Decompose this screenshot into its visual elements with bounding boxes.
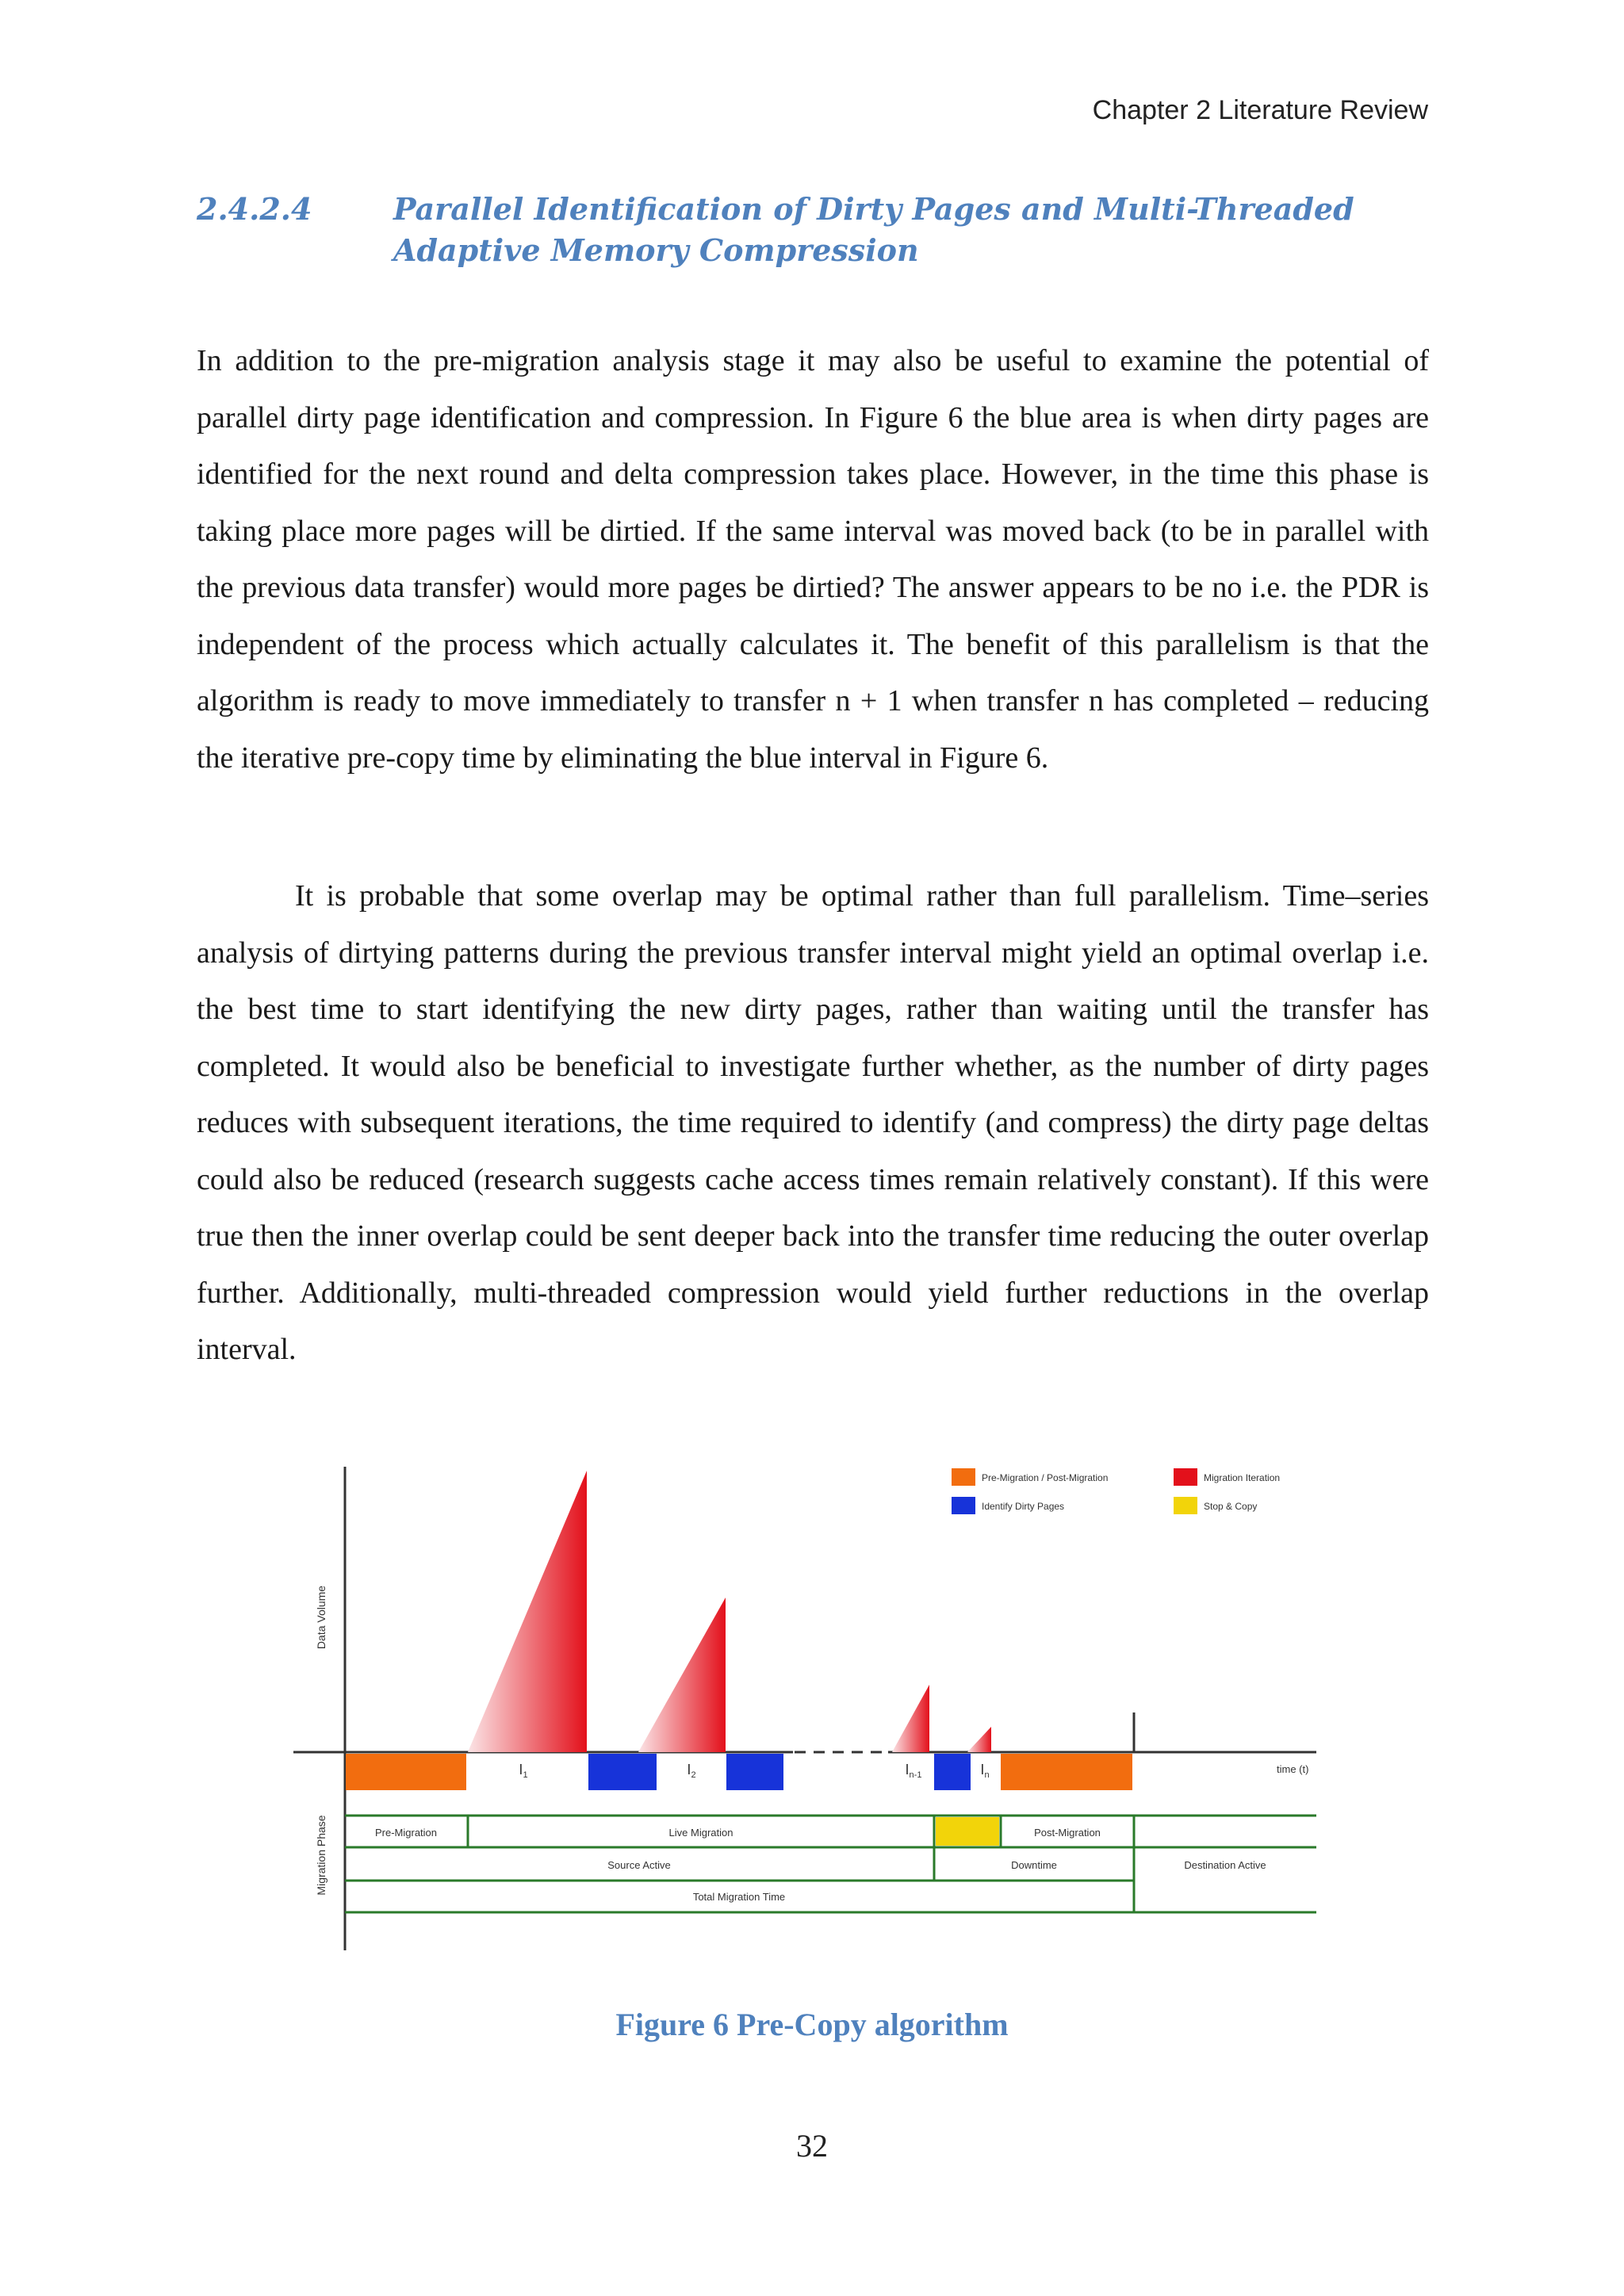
phase-total-migration-time: Total Migration Time [692, 1891, 786, 1903]
body-paragraph-2: It is probable that some overlap may be optimal rather than full parallelism. Time–series analysis of dirtying patterns during the previous transfer interval might yield an optimal overlap i.e. the best time to start identifying the new dirty pages, rather than waiting until the transfer has completed. It would also be beneficial to investigate further whether, as the number of dirty pages reduces with subsequent iterations, the time required to identify (and compress) the dirty page deltas could also be reduced (research suggests cache access times remain relatively constant). If this were true then the inner overlap could be sent deeper back into the transfer time reducing the outer overlap further. Additionally, multi-threaded compression would yield further reductions in the overlap interval. [197, 879, 1429, 1366]
body-paragraph-1: In addition to the pre-migration analysis stage it may also be useful to examine the potential of parallel dirty page identification and compression. In Figure 6 the blue area is when dirty pages are identified for the next round and delta compression takes place. However, in the time this phase is taking place more pages will be dirtied. If the same interval was moved back (to be in parallel with the previous data transfer) would more pages be dirtied? The answer appears to be no i.e. the PDR is independent of the process which actually calculates it. The benefit of this parallelism is that the algorithm is ready to move immediately to transfer n + 1 when transfer n has completed – reducing the iterative pre-copy time by eliminating the blue interval in Figure 6. [197, 344, 1429, 775]
legend-label-iteration: Migration Iteration [1204, 1472, 1281, 1483]
phase-axis-label: Migration Phase [315, 1815, 327, 1896]
identify-dirty-pages-bar-2 [726, 1754, 783, 1790]
legend-label-stop-copy: Stop & Copy [1204, 1501, 1258, 1512]
running-header: Chapter 2 Literature Review [1092, 95, 1428, 125]
identify-dirty-pages-bar-1 [588, 1754, 657, 1790]
pre-migration-bar [346, 1754, 466, 1790]
legend-label-pre-post: Pre-Migration / Post-Migration [982, 1472, 1109, 1483]
phase-post-migration: Post-Migration [1034, 1827, 1101, 1839]
identify-dirty-pages-bar-3 [934, 1754, 971, 1790]
phase-pre-migration: Pre-Migration [374, 1827, 438, 1839]
iteration-spike-4 [967, 1727, 991, 1752]
phase-downtime: Downtime [1011, 1859, 1057, 1871]
legend-swatch-stop-copy [1174, 1497, 1197, 1514]
legend-swatch-iteration [1174, 1468, 1197, 1486]
phase-destination-active: Destination Active [1184, 1859, 1266, 1871]
phase-live-migration: Live Migration [668, 1827, 733, 1839]
interval-label-in: $I_n$ [980, 1762, 990, 1780]
iteration-spike-1 [468, 1471, 587, 1752]
section-number: 2.4.2.4 [197, 191, 312, 227]
iteration-spike-2 [638, 1598, 726, 1752]
page-number: 32 [796, 2128, 828, 2164]
interval-label-i1: $I_1$ [519, 1762, 528, 1780]
legend-swatch-identify [952, 1497, 975, 1514]
phase-source-active: Source Active [607, 1859, 671, 1871]
figure-pre-copy-diagram [285, 1451, 1340, 1958]
legend-label-identify: Identify Dirty Pages [982, 1501, 1065, 1512]
post-migration-bar [1001, 1754, 1132, 1790]
iteration-spike-3 [892, 1685, 929, 1752]
interval-label-i2: $I_2$ [687, 1762, 696, 1780]
x-axis-label: time (t) [1277, 1763, 1309, 1775]
y-axis-label: Data Volume [315, 1585, 327, 1650]
figure-caption: Figure 6 Pre-Copy algorithm [615, 2007, 1009, 2042]
interval-label-in-1: $I_{n-1}$ [905, 1762, 922, 1780]
legend-swatch-pre-post [952, 1468, 975, 1486]
stop-and-copy-cell [936, 1817, 999, 1846]
pre-copy-diagram [285, 1451, 1340, 1958]
section-title: Parallel Identification of Dirty Pages and Multi-Threaded Adaptive Memory Compression [393, 191, 1354, 268]
